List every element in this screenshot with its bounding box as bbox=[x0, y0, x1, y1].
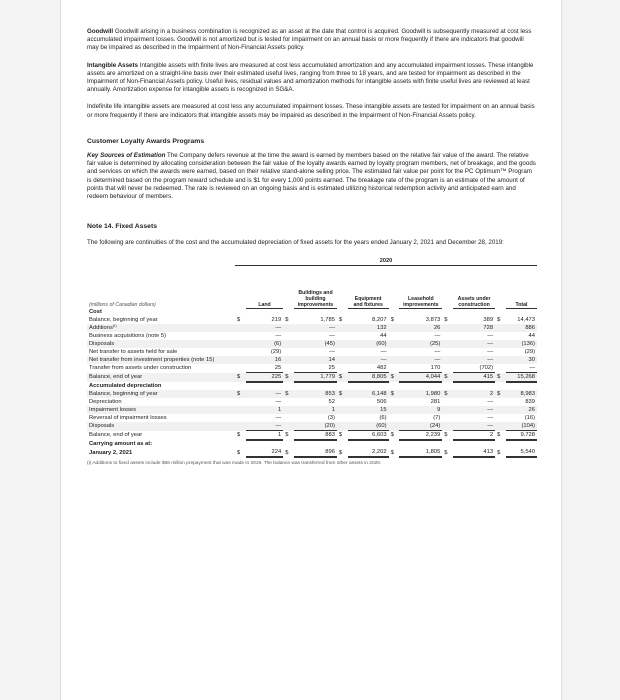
value-cell: (25) bbox=[399, 340, 442, 348]
currency-cell: $ bbox=[444, 449, 448, 456]
currency-cell bbox=[337, 422, 348, 431]
currency-cell bbox=[283, 340, 294, 348]
value-cell: — bbox=[294, 324, 337, 332]
value-cell: 853 bbox=[294, 390, 337, 398]
currency-cell bbox=[283, 324, 294, 332]
currency-cell bbox=[442, 308, 453, 316]
value-cell: — bbox=[487, 415, 494, 422]
currency-cell bbox=[235, 414, 246, 422]
value-cell: 15,268 bbox=[506, 373, 537, 383]
value-cell: 132 bbox=[348, 324, 389, 332]
value-cell: 30 bbox=[506, 356, 537, 364]
value-cell: (7) bbox=[433, 415, 441, 422]
value-cell: (16) bbox=[524, 415, 535, 422]
currency-cell bbox=[389, 332, 400, 340]
row-label: Disposals bbox=[87, 340, 235, 348]
currency-cell bbox=[337, 414, 348, 422]
currency-cell bbox=[442, 348, 453, 356]
currency-cell bbox=[442, 406, 453, 414]
header-row bbox=[87, 290, 537, 309]
value-cell: (45) bbox=[294, 340, 337, 348]
value-cell: — bbox=[487, 333, 494, 340]
value-cell bbox=[453, 308, 495, 316]
value-cell: — bbox=[246, 422, 283, 431]
currency-cell: $ bbox=[497, 449, 501, 456]
value-cell: — bbox=[329, 333, 335, 340]
value-cell bbox=[399, 308, 442, 316]
currency-cell bbox=[389, 382, 400, 390]
table-row bbox=[87, 398, 537, 406]
value-cell bbox=[246, 308, 283, 316]
goodwill-text: Goodwill arising in a business combination is recognized as an asset at the date that control is acquired. Goodwill is subsequently measured at cost less accumulated impairment losses. Goodwill is not amortized but is tested for impairment on an annual basis or more frequently if there are indicators that goodwill may be impaired as described in the Impairment of Non-Financial Assets policy. bbox=[87, 28, 532, 52]
value-cell: (6) bbox=[246, 340, 283, 348]
value-cell: (104) bbox=[506, 422, 537, 431]
currency-cell: $ bbox=[389, 390, 400, 398]
currency-cell bbox=[337, 406, 348, 414]
value-cell: 1,785 bbox=[320, 317, 335, 324]
value-cell: — bbox=[453, 406, 495, 414]
currency-cell bbox=[442, 422, 453, 431]
row-label: Balance, end of year bbox=[87, 373, 235, 383]
currency-cell bbox=[337, 440, 348, 448]
value-cell: (20) bbox=[294, 422, 337, 431]
value-cell: 883 bbox=[294, 431, 337, 441]
value-cell: 1,805 bbox=[399, 448, 442, 457]
value-cell: 6,148 bbox=[348, 390, 389, 398]
value-cell: 5,540 bbox=[506, 448, 537, 457]
value-cell: 506 bbox=[376, 399, 387, 406]
table-row bbox=[87, 431, 537, 441]
row-label: Disposals bbox=[87, 422, 235, 431]
value-cell: (24) bbox=[399, 422, 442, 431]
value-cell bbox=[453, 382, 495, 390]
currency-cell bbox=[283, 398, 294, 406]
currency-cell bbox=[283, 382, 294, 390]
column-header: Buildings and building improvements bbox=[294, 290, 337, 309]
section-row bbox=[87, 308, 537, 316]
currency-cell bbox=[337, 308, 348, 316]
fixed-assets-table bbox=[87, 257, 537, 459]
currency-cell: $ bbox=[237, 317, 241, 324]
currency-cell bbox=[389, 324, 400, 332]
table-row bbox=[87, 332, 537, 340]
value-cell: 219 bbox=[271, 317, 282, 324]
year-row bbox=[87, 257, 537, 266]
header-spacer bbox=[235, 290, 246, 309]
value-cell bbox=[506, 382, 537, 390]
value-cell: — bbox=[380, 349, 387, 356]
value-cell: 2,202 bbox=[348, 448, 389, 457]
currency-cell: $ bbox=[283, 390, 294, 398]
value-cell: 3,873 bbox=[425, 317, 441, 324]
value-cell: 886 bbox=[506, 324, 537, 332]
row-label: Transfer from assets under construction bbox=[89, 365, 192, 372]
currency-cell bbox=[389, 308, 400, 316]
value-cell: — bbox=[348, 356, 389, 364]
value-cell bbox=[399, 382, 442, 390]
value-cell bbox=[348, 308, 389, 316]
currency-cell bbox=[337, 364, 348, 373]
value-cell bbox=[506, 308, 537, 316]
currency-cell bbox=[283, 440, 294, 448]
value-cell: — bbox=[399, 356, 442, 364]
value-cell: 413 bbox=[453, 448, 495, 457]
value-cell: 8,983 bbox=[506, 390, 537, 398]
value-cell: 26 bbox=[506, 406, 537, 414]
value-cell: 44 bbox=[528, 333, 535, 340]
column-header: Equipment and fixtures bbox=[348, 290, 389, 309]
value-cell bbox=[348, 382, 389, 390]
value-cell: (702) bbox=[453, 364, 495, 373]
value-cell: 9 bbox=[399, 406, 442, 414]
currency-cell bbox=[495, 440, 506, 448]
currency-cell bbox=[389, 348, 400, 356]
document-page bbox=[60, 0, 562, 700]
currency-cell bbox=[283, 356, 294, 364]
value-cell bbox=[399, 440, 442, 448]
currency-cell bbox=[442, 332, 453, 340]
table-row bbox=[87, 364, 537, 373]
value-cell: — bbox=[329, 349, 335, 356]
value-cell bbox=[294, 382, 337, 390]
value-cell: — bbox=[275, 399, 282, 406]
value-cell: 281 bbox=[430, 399, 441, 406]
currency-cell bbox=[442, 398, 453, 406]
row-label: Balance, end of year bbox=[89, 432, 143, 439]
value-cell: — bbox=[275, 415, 282, 422]
currency-cell: $ bbox=[337, 390, 348, 398]
estimation-text: The Company defers revenue at the time the award is earned by members based on the relative fair value of the award. The relative fair value is determined by allocating consideration between the fair value of the loyalty awards earned by loyalty program members, net of breakage, and the goods and services on which the awards were earned, based on their relative stand-alone selling price. The estimated fair value per point for the PC Optimum™ Program is determined based on the program reward schedule and is $1 for every 1,000 points earned. The breakage rate of the program is an estimate of the amount of points that will never be redeemed. The rate is reviewed on an ongoing basis and is estimated utilizing historical redemption activity and anticipated earn and redeem behaviour of members. bbox=[87, 152, 536, 201]
row-label: Net transfer from investment properties (note 15) bbox=[87, 356, 235, 364]
currency-cell bbox=[389, 364, 400, 373]
row-label: Business acquisitions (note 5) bbox=[89, 333, 167, 340]
estimation-label: Key Sources of Estimation bbox=[87, 152, 166, 160]
currency-cell: $ bbox=[497, 432, 501, 439]
currency-cell: $ bbox=[390, 317, 394, 324]
value-cell: 14,473 bbox=[517, 317, 535, 324]
value-cell: (3) bbox=[327, 415, 335, 422]
table-row bbox=[87, 406, 537, 414]
value-cell: — bbox=[453, 422, 495, 431]
row-label: Carrying amount as at: bbox=[89, 441, 153, 448]
spacer-row bbox=[87, 265, 537, 290]
row-label: Depreciation bbox=[89, 399, 122, 406]
column-header: Assets under construction bbox=[453, 290, 495, 309]
currency-cell: $ bbox=[338, 432, 343, 439]
value-cell: — bbox=[246, 390, 283, 398]
currency-cell bbox=[442, 364, 453, 373]
currency-cell: $ bbox=[442, 373, 453, 383]
table-footnote: (i) Additions to fixed assets include $66 million prepayment that was made in 2019. The balance was transferred from other assets in 2020. bbox=[87, 461, 382, 467]
currency-cell: $ bbox=[337, 373, 348, 383]
year-blank bbox=[87, 257, 235, 266]
value-cell: — bbox=[246, 324, 283, 332]
currency-cell: $ bbox=[285, 317, 289, 324]
value-cell: — bbox=[487, 349, 494, 356]
currency-cell bbox=[389, 440, 400, 448]
currency-cell bbox=[283, 406, 294, 414]
value-cell bbox=[453, 440, 495, 448]
currency-cell bbox=[337, 340, 348, 348]
value-cell: 14 bbox=[294, 356, 337, 364]
document-content bbox=[87, 28, 537, 468]
value-cell: 1 bbox=[294, 406, 337, 414]
currency-cell bbox=[442, 340, 453, 348]
header-spacer bbox=[283, 290, 294, 309]
row-label: Balance, beginning of year bbox=[87, 390, 235, 398]
currency-cell bbox=[442, 324, 453, 332]
value-cell bbox=[506, 440, 537, 448]
value-cell: 1 bbox=[246, 406, 283, 414]
currency-cell: $ bbox=[285, 449, 289, 456]
value-cell: 9,728 bbox=[506, 431, 537, 441]
currency-cell bbox=[495, 340, 506, 348]
value-cell: 1 bbox=[246, 431, 283, 441]
currency-cell bbox=[337, 324, 348, 332]
section-row bbox=[87, 440, 537, 448]
currency-cell: $ bbox=[283, 373, 294, 383]
value-cell: — bbox=[453, 356, 495, 364]
intangible-text: Intangible assets with finite lives are measured at cost less accumulated amortization and any accumulated impairment losses. These intangible assets are amortized on a straight-line basis over their estimated useful lives, ranging from three to 18 years, and are tested for impairment as described in the Impairment of Non-Financial Assets policy. Useful lives, residual values and amortization methods for intangible assets with finite useful lives are reviewed at least annually. Amortization expense for intangible assets is recognized in SG&A. bbox=[87, 61, 534, 94]
currency-cell: $ bbox=[442, 390, 453, 398]
value-cell bbox=[246, 382, 283, 390]
value-cell: 6,603 bbox=[348, 431, 389, 441]
value-cell: (29) bbox=[524, 349, 535, 356]
intangible-label: Intangible Assets bbox=[87, 61, 139, 69]
currency-cell bbox=[337, 332, 348, 340]
currency-cell bbox=[337, 398, 348, 406]
value-cell: 25 bbox=[294, 364, 337, 373]
goodwill-label: Goodwill bbox=[87, 28, 114, 35]
currency-cell bbox=[283, 308, 294, 316]
note-intro: The following are continuities of the cost and the accumulated depreciation of fixed assets for the years ended January 2, 2021 and December 28, 2019: bbox=[87, 239, 504, 247]
value-cell: — bbox=[275, 333, 282, 340]
currency-cell: $ bbox=[444, 317, 448, 324]
table-row bbox=[87, 422, 537, 431]
header-spacer bbox=[442, 290, 453, 309]
value-cell: 25 bbox=[246, 364, 283, 373]
value-cell: 2 bbox=[453, 431, 495, 441]
value-cell: 2 bbox=[453, 390, 495, 398]
currency-cell: $ bbox=[237, 449, 241, 456]
indefinite-paragraph: Indefinite life intangible assets are measured at cost less any accumulated impairment losses. These intangible assets are tested for impairment on an annual basis or more frequently if there are indicators that intangible assets may be impaired as described in the Impairment of Non-Financial Assets policy. bbox=[87, 103, 535, 119]
column-header: Leasehold improvements bbox=[399, 290, 442, 309]
currency-cell bbox=[389, 398, 400, 406]
row-label: Balance, beginning of year bbox=[89, 317, 158, 324]
value-cell: 389 bbox=[483, 317, 494, 324]
column-header: Land bbox=[246, 290, 283, 309]
value-cell: 224 bbox=[246, 448, 283, 457]
currency-cell bbox=[235, 406, 246, 414]
currency-cell bbox=[235, 332, 246, 340]
currency-cell bbox=[337, 382, 348, 390]
section-row bbox=[87, 382, 537, 390]
currency-cell: $ bbox=[389, 373, 400, 383]
value-cell: 16 bbox=[246, 356, 283, 364]
currency-cell bbox=[495, 406, 506, 414]
value-cell bbox=[246, 440, 283, 448]
currency-cell: $ bbox=[497, 317, 501, 324]
value-cell: (6) bbox=[379, 415, 387, 422]
value-cell: (60) bbox=[348, 340, 389, 348]
currency-cell: $ bbox=[237, 432, 241, 439]
value-cell: 8,805 bbox=[348, 373, 389, 383]
value-cell bbox=[294, 440, 337, 448]
value-cell bbox=[348, 440, 389, 448]
currency-cell bbox=[235, 398, 246, 406]
units-cell: (millions of Canadian dollars) bbox=[89, 302, 156, 309]
currency-cell bbox=[495, 414, 506, 422]
currency-cell bbox=[389, 356, 400, 364]
currency-cell bbox=[337, 356, 348, 364]
currency-cell bbox=[495, 324, 506, 332]
table-row bbox=[87, 356, 537, 364]
value-cell: 896 bbox=[294, 448, 337, 457]
currency-cell bbox=[495, 422, 506, 431]
value-cell: 482 bbox=[348, 364, 389, 373]
currency-cell bbox=[389, 414, 400, 422]
table-row bbox=[87, 448, 537, 457]
value-cell bbox=[294, 308, 337, 316]
currency-cell bbox=[495, 356, 506, 364]
currency-cell: $ bbox=[495, 390, 506, 398]
row-label: Additions⁽ⁱ⁾ bbox=[87, 324, 235, 332]
note-heading: Note 14. Fixed Assets bbox=[87, 223, 158, 231]
currency-cell bbox=[235, 340, 246, 348]
currency-cell bbox=[442, 382, 453, 390]
row-label: January 2, 2021 bbox=[89, 449, 133, 456]
currency-cell bbox=[283, 332, 294, 340]
currency-cell bbox=[283, 414, 294, 422]
value-cell: 728 bbox=[453, 324, 495, 332]
value-cell: 225 bbox=[246, 373, 283, 383]
row-label: Reversal of impairment losses bbox=[89, 415, 167, 422]
value-cell: 52 bbox=[328, 399, 335, 406]
row-label: Impairment losses bbox=[87, 406, 235, 414]
currency-cell bbox=[235, 356, 246, 364]
table-row bbox=[87, 340, 537, 348]
value-cell: 1,779 bbox=[294, 373, 337, 383]
currency-cell bbox=[495, 332, 506, 340]
table-row bbox=[87, 414, 537, 422]
row-label: Accumulated depreciation bbox=[89, 383, 162, 390]
value-cell: 170 bbox=[399, 364, 442, 373]
value-cell: (29) bbox=[270, 349, 282, 356]
value-cell: 839 bbox=[525, 399, 535, 406]
table-row bbox=[87, 348, 537, 356]
value-cell: — bbox=[434, 349, 441, 356]
value-cell: — bbox=[506, 364, 537, 373]
value-cell: 2,239 bbox=[399, 431, 442, 441]
currency-cell bbox=[283, 348, 294, 356]
currency-cell bbox=[495, 308, 506, 316]
currency-cell: $ bbox=[444, 432, 448, 439]
currency-cell bbox=[235, 364, 246, 373]
value-cell: 1,980 bbox=[399, 390, 442, 398]
currency-cell bbox=[389, 340, 400, 348]
currency-cell bbox=[235, 382, 246, 390]
currency-cell bbox=[495, 364, 506, 373]
spacer bbox=[87, 265, 537, 290]
currency-cell bbox=[495, 348, 506, 356]
currency-cell: $ bbox=[235, 373, 246, 383]
loyalty-heading: Customer Loyalty Awards Programs bbox=[87, 137, 205, 145]
row-label: Net transfer to assets held for sale bbox=[89, 349, 178, 356]
currency-cell bbox=[235, 440, 246, 448]
year-label: 2020 bbox=[235, 257, 537, 266]
intangible-paragraph bbox=[87, 62, 537, 95]
currency-cell bbox=[235, 308, 246, 316]
currency-cell: $ bbox=[338, 317, 343, 324]
table-row bbox=[87, 316, 537, 324]
value-cell: (136) bbox=[506, 340, 537, 348]
currency-cell bbox=[389, 406, 400, 414]
value-cell: (60) bbox=[348, 422, 389, 431]
table-row bbox=[87, 324, 537, 332]
row-label: Cost bbox=[89, 309, 102, 316]
currency-cell bbox=[235, 348, 246, 356]
value-cell: — bbox=[434, 333, 441, 340]
currency-cell bbox=[389, 422, 400, 431]
header-spacer bbox=[337, 290, 348, 309]
currency-cell: $ bbox=[235, 390, 246, 398]
value-cell: 8,207 bbox=[372, 317, 387, 324]
estimation-paragraph bbox=[87, 152, 537, 201]
currency-cell: $ bbox=[495, 373, 506, 383]
table-row bbox=[87, 390, 537, 398]
currency-cell bbox=[235, 324, 246, 332]
value-cell: 415 bbox=[453, 373, 495, 383]
currency-cell: $ bbox=[285, 432, 289, 439]
currency-cell: $ bbox=[390, 432, 394, 439]
currency-cell bbox=[495, 382, 506, 390]
value-cell: 26 bbox=[399, 324, 442, 332]
currency-cell bbox=[235, 422, 246, 431]
table-row bbox=[87, 373, 537, 383]
value-cell: — bbox=[453, 340, 495, 348]
currency-cell bbox=[495, 398, 506, 406]
currency-cell: $ bbox=[338, 449, 343, 456]
value-cell: — bbox=[487, 399, 494, 406]
currency-cell bbox=[442, 356, 453, 364]
value-cell: 44 bbox=[380, 333, 387, 340]
currency-cell bbox=[442, 440, 453, 448]
header-spacer bbox=[495, 290, 506, 309]
value-cell: 4,044 bbox=[399, 373, 442, 383]
goodwill-paragraph bbox=[87, 28, 537, 53]
currency-cell: $ bbox=[390, 449, 394, 456]
column-header: Total bbox=[506, 290, 537, 309]
currency-cell bbox=[442, 414, 453, 422]
currency-cell bbox=[283, 422, 294, 431]
value-cell: 15 bbox=[348, 406, 389, 414]
currency-cell bbox=[283, 364, 294, 373]
currency-cell bbox=[337, 348, 348, 356]
header-spacer bbox=[389, 290, 400, 309]
